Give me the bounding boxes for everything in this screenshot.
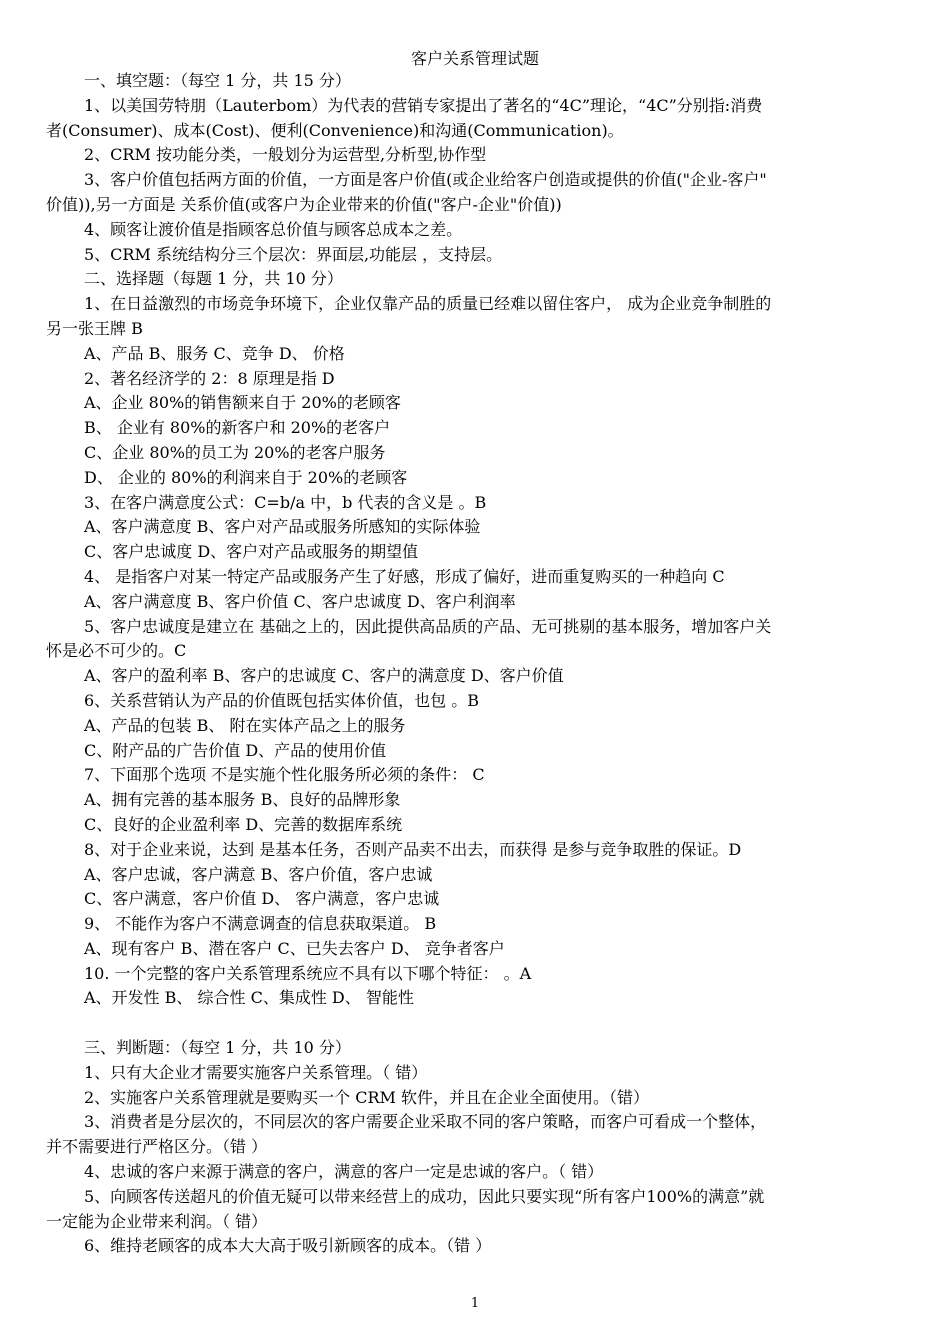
text-line: 二、选择题（每题 1 分，共 10 分） <box>84 269 343 289</box>
text-line: 7、下面那个选项 不是实施个性化服务所必须的条件： C <box>84 765 485 785</box>
text-line: 4、顾客让渡价值是指顾客总价值与顾客总成本之差。 <box>84 219 463 239</box>
text-line: 8、对于企业来说，达到 是基本任务，否则产品卖不出去，而获得 是参与竞争取胜的保证。D <box>84 839 742 859</box>
document-body <box>46 69 916 1259</box>
text-line: 2、实施客户关系管理就是要购买一个 CRM 软件，并且在企业全面使用。（错） <box>84 1087 650 1107</box>
text-line: C、企业 80%的员工为 20%的老客户服务 <box>84 442 386 462</box>
text-line: 1、以美国劳特朋（Lauterbom）为代表的营销专家提出了著名的“4C”理论，“4C”分别指:消费 <box>84 95 763 115</box>
text-line: A、开发性 B、 综合性 C、集成性 D、 智能性 <box>84 988 414 1008</box>
text-line: A、客户忠诚，客户满意 B、客户价值，客户忠诚 <box>84 864 433 884</box>
text-line: 一、填空题：（每空 1 分，共 15 分） <box>84 71 351 90</box>
text-line: A、客户满意度 B、客户对产品或服务所感知的实际体验 <box>84 517 481 537</box>
text-line: 怀是必不可少的。C <box>46 641 187 661</box>
text-line: 价值)),另一方面是 关系价值(或客户为企业带来的价值("客户-企业"价值)) <box>46 194 562 214</box>
page-number: 1 <box>470 1296 480 1311</box>
text-line: A、客户的盈利率 B、客户的忠诚度 C、客户的满意度 D、客户价值 <box>84 666 564 686</box>
document-title: 客户关系管理试题 <box>410 49 539 68</box>
text-line: A、现有客户 B、潜在客户 C、已失去客户 D、 竞争者客户 <box>84 938 505 958</box>
text-line: A、客户满意度 B、客户价值 C、客户忠诚度 D、客户利润率 <box>84 591 516 611</box>
text-line: 3、客户价值包括两方面的价值，一方面是客户价值(或企业给客户创造或提供的价值("企业-客户" <box>84 170 767 190</box>
text-line: 1、在日益激烈的市场竞争环境下，企业仅靠产品的质量已经难以留住客户， 成为企业竞争制胜的 <box>84 294 772 314</box>
text-line: 5、向顾客传送超凡的价值无疑可以带来经营上的成功，因此只要实现“所有客户100%的满意”就 <box>84 1186 765 1206</box>
text-line: 5、CRM 系统结构分三个层次：界面层,功能层 ，支持层。 <box>84 244 503 264</box>
text-line: 2、著名经济学的 2：8 原理是指 D <box>84 368 335 388</box>
text-line: C、客户满意，客户价值 D、 客户满意，客户忠诚 <box>84 889 440 909</box>
text-line: A、产品 B、服务 C、竞争 D、 价格 <box>84 343 345 363</box>
text-line: 者(Consumer)、成本(Cost)、便利(Convenience)和沟通(Communication)。 <box>46 120 624 140</box>
text-line: 9、 不能作为客户不满意调查的信息获取渠道。 B <box>84 914 437 934</box>
text-line: 4、忠诚的客户来源于满意的客户，满意的客户一定是忠诚的客户。（ 错） <box>84 1162 604 1182</box>
text-line: 一定能为企业带来利润。（ 错） <box>46 1211 268 1231</box>
text-line: 6、维持老顾客的成本大大高于吸引新顾客的成本。（错 ） <box>84 1236 492 1256</box>
text-line: D、 企业的 80%的利润来自于 20%的老顾客 <box>84 467 408 487</box>
text-line: 另一张王牌 B <box>46 318 143 338</box>
text-line: A、企业 80%的销售额来自于 20%的老顾客 <box>84 393 401 413</box>
text-line: 三、判断题：（每空 1 分，共 10 分） <box>84 1038 351 1058</box>
text-line: A、拥有完善的基本服务 B、良好的品牌形象 <box>84 790 401 810</box>
text-line: 并不需要进行严格区分。（错 ） <box>46 1137 268 1157</box>
text-line: 5、客户忠诚度是建立在 基础之上的，因此提供高品质的产品、无可挑剔的基本服务，增加客户关 <box>84 616 772 636</box>
text-line: 3、在客户满意度公式：C=b/a 中，b 代表的含义是 。B <box>84 492 487 512</box>
text-line: C、良好的企业盈利率 D、完善的数据库系统 <box>84 814 403 834</box>
text-line: 10. 一个完整的客户关系管理系统应不具有以下哪个特征： 。A <box>84 963 532 983</box>
text-line: 4、 是指客户对某一特定产品或服务产生了好感，形成了偏好，进而重复购买的一种趋向 C <box>84 566 725 586</box>
blank-line <box>46 1011 916 1036</box>
text-line: A、产品的包装 B、 附在实体产品之上的服务 <box>84 715 406 735</box>
text-line: 2、CRM 按功能分类，一般划分为运营型,分析型,协作型 <box>84 145 487 165</box>
text-line: C、附产品的广告价值 D、产品的使用价值 <box>84 740 387 760</box>
text-line: 1、只有大企业才需要实施客户关系管理。（ 错） <box>84 1062 428 1082</box>
text-line: B、 企业有 80%的新客户和 20%的老客户 <box>84 418 391 438</box>
text-line: 3、消费者是分层次的，不同层次的客户需要企业采取不同的客户策略，而客户可看成一个整体， <box>84 1112 767 1132</box>
text-line: 6、关系营销认为产品的价值既包括实体价值，也包 。B <box>84 690 480 710</box>
text-line: C、客户忠诚度 D、客户对产品或服务的期望值 <box>84 542 419 562</box>
